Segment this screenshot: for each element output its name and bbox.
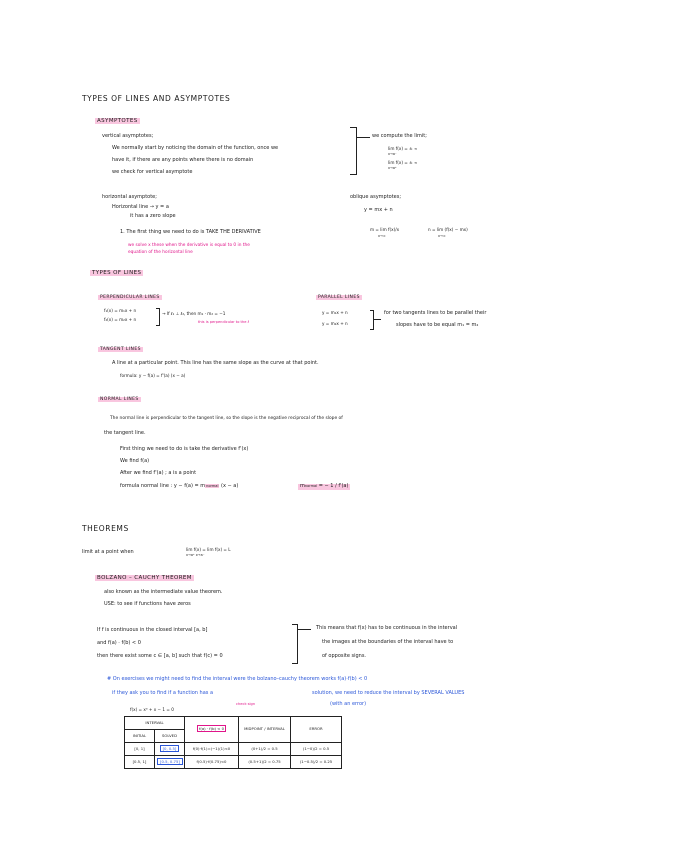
normal-formula-text: formula normal line : y − f(a) = m (120, 483, 206, 489)
horizontal-asymptote-label: horizontal asymptote; (102, 194, 157, 200)
normal-formula-sub: normal (206, 484, 219, 488)
vertical-bracket (350, 127, 357, 175)
perp-note: this is perpendicular to the ℓ (198, 320, 250, 324)
take-derivative-text: 1. The first thing we need to do is TAKE THE DERIVATIVE (120, 229, 261, 235)
if-line-3: then there exist some c ∈ [a, b] such that f(c) = 0 (97, 653, 223, 659)
limit-point-sub: x→a⁺ x→a⁻ (186, 553, 205, 557)
asymptotes-heading: ASYMPTOTES (97, 118, 138, 124)
par-eq-1: y = m₁x + n (322, 310, 348, 315)
check-sign-label: check sign (236, 702, 256, 706)
means-line-1: This means that f(x) has to be continuous in the interval (316, 625, 458, 631)
perpendicular-heading: PERPENDICULAR LINES (100, 295, 160, 300)
perp-eq-2: f₂(x) = m₂x + n (104, 317, 137, 322)
header-sign (185, 717, 239, 743)
perp-condition: → If ℓ₁ ⊥ ℓ₂, then m₁ · m₂ = −1 (162, 311, 226, 316)
function-label: f(x) = x³ + x − 1 = 0 (130, 707, 174, 712)
cell-midpoint: (0.5+1)/2 = 0.75 (239, 756, 291, 769)
compute-note: we compute the limit; (372, 133, 427, 139)
vertical-text-2: have it, if there are any points where there is no domain (112, 157, 254, 163)
bolzano-bracket (292, 624, 298, 664)
pink-note-1: we solve x these when the derivative is equal to 0 in the (128, 243, 250, 248)
pink-note-2: equation of the horizontal line (128, 250, 193, 255)
par-bracket (370, 310, 374, 330)
cell-sign: f(0)·f(1)=(−1)(1)<0 (185, 743, 239, 756)
zero-slope-text: it has a zero slope (130, 213, 176, 219)
cell-sign: f(0.5)·f(0.75)<0 (185, 756, 239, 769)
oblique-equation: y = mx + n (364, 207, 393, 213)
limit-right: lim f(x) = ± ∞ (388, 160, 418, 165)
header-error: ERROR (291, 717, 342, 743)
if-line-1: If f is continuous in the closed interval [a, b] (97, 627, 208, 633)
par-eq-2: y = m₂x + n (322, 321, 348, 326)
tangent-desc: A line at a particular point. This line has the same slope as the curve at that point. (112, 360, 319, 366)
vertical-text-3: we check for vertical asymptote (112, 169, 193, 175)
header-initial: INITIAL (125, 730, 155, 743)
exercise-line-2b: solution, we need to reduce the interval by SEVERAL VALUES (312, 690, 465, 696)
limit-right-sub: x→a⁺ (388, 166, 397, 170)
normal-step-2: We find f(a) (120, 458, 150, 464)
limit-left-sub: x→a⁻ (388, 152, 397, 156)
cell-solved-value: [0.5, 0.75] (157, 758, 183, 765)
normal-step-3: After we find f'(a) ; a is a point (120, 470, 197, 476)
bolzano-heading: BOLZANO – CAUCHY THEOREM (97, 575, 192, 581)
bolzano-use: USE: to see if functions have zeros (104, 601, 191, 607)
means-line-3: of opposite signs. (322, 653, 367, 659)
m-formula-sub: x→∞ (378, 234, 386, 238)
header-solved: SOLVED (155, 730, 185, 743)
exercise-line-1: # On exercises we might need to find the interval were the bolzano–cauchy theorem works f(a)·f(b) < 0 (107, 676, 368, 682)
perp-eq-1: f₁(x) = m₁x + n (104, 308, 137, 313)
header-interval: INTERVAL (125, 717, 185, 730)
limit-left: lim f(x) = ± ∞ (388, 146, 418, 151)
header-midpoint: MIDPOINT / INTERVAL (239, 717, 291, 743)
parallel-heading: PARALLEL LINES (318, 295, 360, 300)
par-note-2: slopes have to be equal m₁ = m₂ (396, 322, 479, 328)
cell-initial: [0, 1] (125, 743, 155, 756)
normal-formula (120, 484, 238, 490)
cell-initial: [0.5, 1] (125, 756, 155, 769)
m-normal-formula (298, 484, 350, 490)
cell-midpoint: (0+1)/2 = 0.5 (239, 743, 291, 756)
exercise-line-3: (with an error) (330, 701, 367, 707)
page-title: TYPES OF LINES AND ASYMPTOTES (82, 94, 231, 103)
vertical-asymptotes-label: vertical asymptotes; (102, 133, 154, 139)
theorems-heading: THEOREMS (82, 524, 129, 533)
table-row (125, 756, 342, 769)
normal-desc-2: the tangent line. (104, 430, 146, 436)
table-row (125, 743, 342, 756)
cell-solved (155, 756, 185, 769)
m-normal-sub: normal (304, 484, 318, 488)
m-formula: m = lim f(x)/x (370, 227, 400, 232)
cell-solved-value: [0, 0.5] (160, 745, 180, 752)
means-line-2: the images at the boundaries of the interval have to (322, 639, 454, 645)
perp-bracket (156, 308, 160, 326)
bolzano-also: also known as the intermediate value theorem. (104, 589, 223, 595)
normal-step-1: First thing we need to do is take the derivative f'(x) (120, 446, 249, 452)
vertical-text-1: We normally start by noticing the domain of the function, once we (112, 145, 279, 151)
normal-formula-end: (x − a) (221, 483, 239, 489)
horizontal-line-text: Horizontal line → y = a (112, 204, 169, 210)
types-of-lines-heading: TYPES OF LINES (92, 270, 142, 276)
m-normal-symbol: m (300, 483, 305, 489)
table-header-row (125, 717, 342, 730)
limit-point-formula: lim f(x) = lim f(x) = L (186, 547, 231, 552)
par-arrow (373, 319, 381, 320)
normal-desc-1: The normal line is perpendicular to the tangent line, so the slope is the negative reciprocal of the slope of (110, 416, 343, 421)
n-formula-sub: x→∞ (438, 234, 446, 238)
m-normal-value: = − 1 / f'(a) (318, 483, 349, 489)
normal-heading: NORMAL LINES (100, 397, 139, 402)
cell-error: (1−0)/2 = 0.5 (291, 743, 342, 756)
cell-error: (1−0.5)/2 = 0.25 (291, 756, 342, 769)
n-formula: n = lim (f(x) − mx) (428, 227, 468, 232)
exercise-line-2: if they ask you to find if a function has a (112, 690, 214, 696)
bolzano-arrow (297, 629, 311, 630)
compute-arrow (356, 137, 370, 138)
tangent-formula: formula: y − f(a) = f'(a) (x − a) (120, 373, 186, 378)
if-line-2: and f(a) · f(b) < 0 (97, 640, 141, 646)
cell-solved (155, 743, 185, 756)
limit-point-label: limit at a point when (82, 549, 134, 555)
bisection-table (124, 716, 342, 769)
par-note-1: for two tangents lines to be parallel their (384, 310, 487, 316)
oblique-asymptotes-label: oblique asymptotes; (350, 194, 402, 200)
header-sign-text: f(a) · f(b) < 0 (199, 726, 224, 732)
tangent-heading: TANGENT LINES (100, 347, 141, 352)
